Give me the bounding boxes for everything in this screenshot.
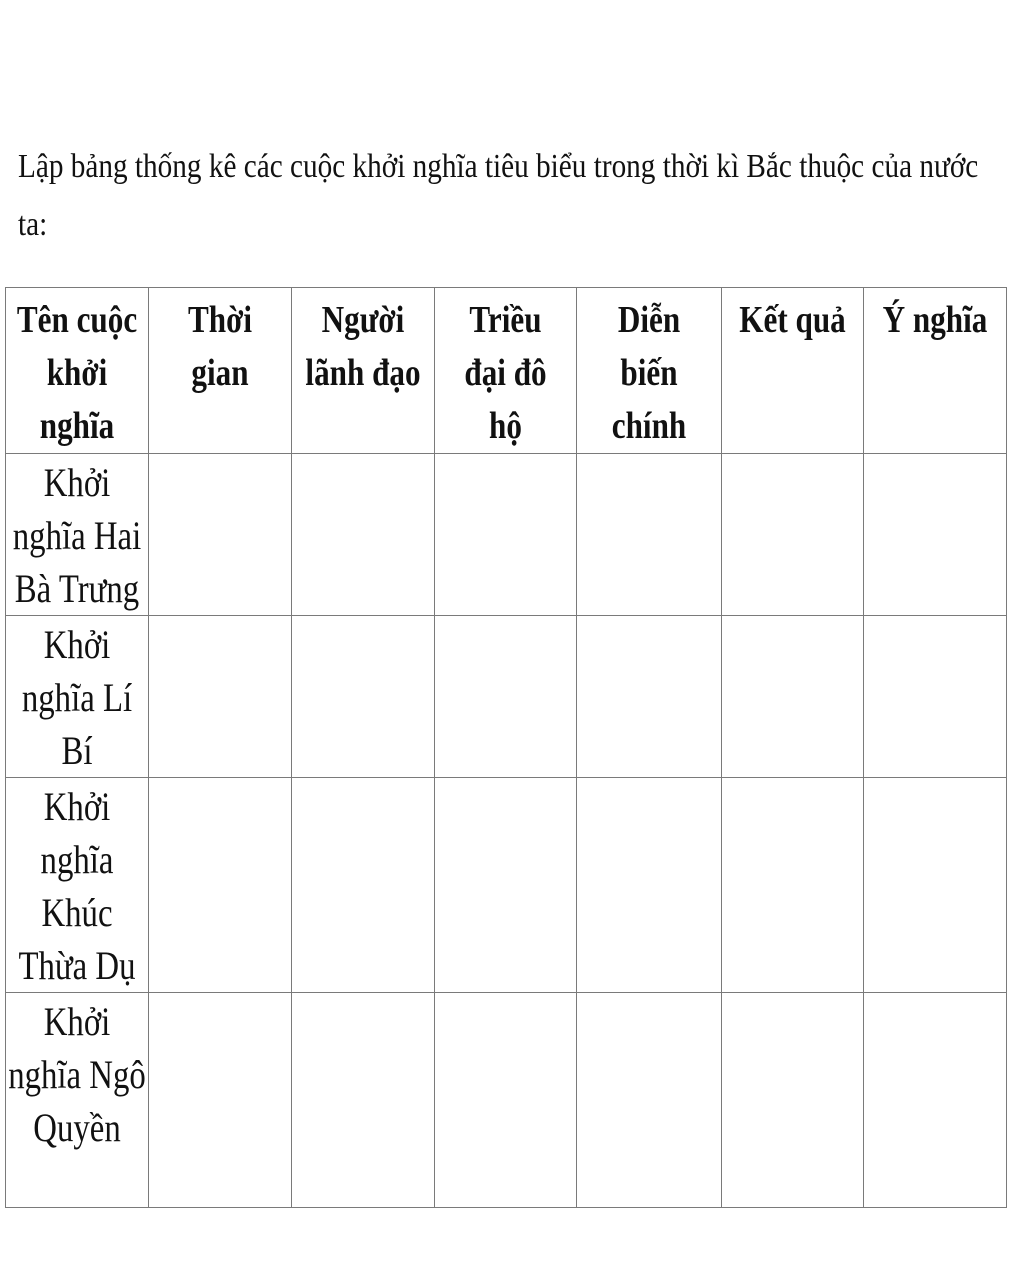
cell-dynasty[interactable] bbox=[435, 993, 577, 1208]
header-leader bbox=[292, 288, 435, 454]
cell-value bbox=[735, 778, 851, 780]
header-label: Triều đại đô hộ bbox=[464, 299, 547, 447]
cell-result[interactable] bbox=[722, 616, 864, 778]
cell-value bbox=[305, 616, 421, 618]
cell-events[interactable] bbox=[577, 616, 722, 778]
cell-meaning[interactable] bbox=[864, 616, 1007, 778]
cell-value bbox=[735, 616, 851, 618]
table-row bbox=[6, 778, 1007, 993]
cell-result[interactable] bbox=[722, 454, 864, 616]
cell-leader[interactable] bbox=[292, 454, 435, 616]
header-label: Ý nghĩa bbox=[882, 299, 988, 341]
uprisings-table bbox=[5, 287, 1007, 1208]
cell-value bbox=[448, 778, 564, 780]
cell-value bbox=[877, 778, 993, 780]
cell-value bbox=[590, 778, 708, 780]
cell-value bbox=[162, 778, 278, 780]
header-label: Người lãnh đạo bbox=[305, 299, 421, 394]
header-meaning bbox=[864, 288, 1007, 454]
cell-result[interactable] bbox=[722, 993, 864, 1208]
header-result bbox=[722, 288, 864, 454]
cell-value bbox=[162, 993, 278, 995]
cell-value bbox=[305, 454, 421, 456]
cell-meaning[interactable] bbox=[864, 778, 1007, 993]
cell-value bbox=[305, 778, 421, 780]
table-header-row bbox=[6, 288, 1007, 454]
assignment-prompt: Lập bảng thống kê các cuộc khởi nghĩa tiêu biểu trong thời kì Bắc thuộc của nước ta: bbox=[18, 148, 979, 243]
cell-uprising-name bbox=[6, 778, 149, 993]
cell-value bbox=[735, 454, 851, 456]
uprising-name: Khởi nghĩa Lí Bí bbox=[21, 622, 133, 773]
cell-dynasty[interactable] bbox=[435, 778, 577, 993]
header-main-events bbox=[577, 288, 722, 454]
cell-time[interactable] bbox=[149, 616, 292, 778]
cell-dynasty[interactable] bbox=[435, 616, 577, 778]
header-uprising-name bbox=[6, 288, 149, 454]
cell-value bbox=[735, 993, 851, 995]
cell-value bbox=[448, 616, 564, 618]
table-row bbox=[6, 616, 1007, 778]
cell-value bbox=[590, 993, 708, 995]
header-time bbox=[149, 288, 292, 454]
cell-time[interactable] bbox=[149, 993, 292, 1208]
cell-time[interactable] bbox=[149, 454, 292, 616]
cell-value bbox=[162, 454, 278, 456]
cell-value bbox=[590, 616, 708, 618]
cell-leader[interactable] bbox=[292, 993, 435, 1208]
cell-events[interactable] bbox=[577, 993, 722, 1208]
cell-uprising-name bbox=[6, 454, 149, 616]
table-row bbox=[6, 454, 1007, 616]
cell-leader[interactable] bbox=[292, 778, 435, 993]
header-label: Kết quả bbox=[739, 299, 846, 341]
cell-events[interactable] bbox=[577, 454, 722, 616]
cell-meaning[interactable] bbox=[864, 993, 1007, 1208]
uprising-name: Khởi nghĩa Hai Bà Trưng bbox=[12, 460, 142, 611]
header-label: Diễn biến chính bbox=[611, 299, 687, 447]
cell-value bbox=[162, 616, 278, 618]
cell-value bbox=[877, 616, 993, 618]
cell-leader[interactable] bbox=[292, 616, 435, 778]
uprising-name: Khởi nghĩa Ngô Quyền bbox=[8, 999, 146, 1150]
cell-dynasty[interactable] bbox=[435, 454, 577, 616]
cell-meaning[interactable] bbox=[864, 454, 1007, 616]
cell-uprising-name bbox=[6, 616, 149, 778]
cell-value bbox=[877, 454, 993, 456]
header-label: Thời gian bbox=[187, 299, 253, 394]
cell-value bbox=[590, 454, 708, 456]
cell-value bbox=[448, 993, 564, 995]
table-row bbox=[6, 993, 1007, 1208]
cell-value bbox=[448, 454, 564, 456]
header-ruling-dynasty bbox=[435, 288, 577, 454]
cell-result[interactable] bbox=[722, 778, 864, 993]
cell-value bbox=[305, 993, 421, 995]
cell-uprising-name bbox=[6, 993, 149, 1208]
cell-events[interactable] bbox=[577, 778, 722, 993]
uprising-name: Khởi nghĩa Khúc Thừa Dụ bbox=[18, 784, 136, 988]
cell-time[interactable] bbox=[149, 778, 292, 993]
header-label: Tên cuộc khởi nghĩa bbox=[16, 299, 138, 447]
cell-value bbox=[877, 993, 993, 995]
